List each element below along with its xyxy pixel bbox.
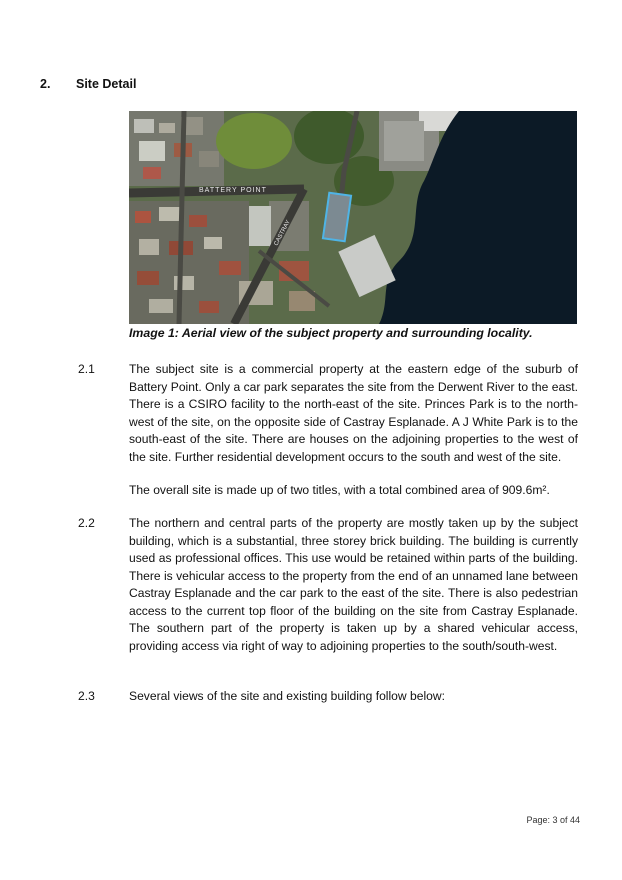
street-label-castray: CASTRAY [273,219,292,247]
paragraph-site-area [78,482,578,500]
paragraph-2-3 [78,688,578,706]
paragraph-2-1 [78,361,578,466]
paragraph-text: The subject site is a commercial property at the eastern edge of the suburb of Battery Point. Only a car park separates the site from the Derwent River to the east. There is a CSIRO facility to the north-east of the site. Princes Park is to the north-west of the site, on the opposite side of Castray Esplanade. A J White Park is to the south-east of the site. There are houses on the adjoining properties to the west of the site. Further residential development occurs to the south and west of the site. [129,362,578,464]
paragraph-text: The overall site is made up of two titles, with a total combined area of 909.6m². [129,483,550,497]
paragraph-text: Several views of the site and existing building follow below: [129,689,445,703]
section-heading [40,77,136,91]
paragraph-number: 2.2 [78,516,95,530]
page-number: Page: 3 of 44 [526,815,580,825]
section-number: 2. [40,77,51,91]
image-caption: Image 1: Aerial view of the subject property and surrounding locality. [129,326,533,340]
paragraph-number: 2.3 [78,689,95,703]
section-title: Site Detail [76,77,137,91]
paragraph-number: 2.1 [78,362,95,376]
paragraph-2-2 [78,515,578,655]
street-label-battery-point: BATTERY POINT [199,187,267,194]
aerial-photo [129,111,577,324]
paragraph-text: The northern and central parts of the property are mostly taken up by the subject building, which is a substantial, three storey brick building. The building is currently used as professional offices. This use would be retained within parts of the building. There is vehicular access to the property from the end of an unnamed lane between Castray Esplanade and the car park to the east of the site. There is also pedestrian access to the current top floor of the building on the site from Castray Esplanade. The southern part of the property is taken up by a shared vehicular access, providing access via right of way to adjoining properties to the south/south-west. [129,516,578,653]
